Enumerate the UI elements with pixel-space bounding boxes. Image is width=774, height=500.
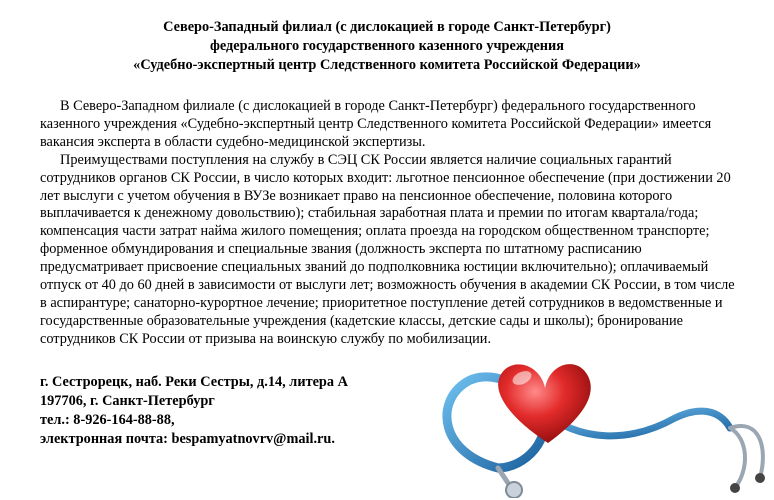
document-title (40, 18, 734, 75)
document-body (40, 98, 740, 349)
title-line-1: Северо-Западный филиал (с дислокацией в городе Санкт-Петербург) (163, 19, 611, 35)
phone-line: тел.: 8-926-164-88-88, (40, 412, 175, 428)
address-line: г. Сестрорецк, наб. Реки Сестры, д.14, литера А (40, 374, 348, 390)
intro-paragraph: В Северо-Западном филиале (с дислокацией в городе Санкт-Петербург) федерального государственного казенного учреждения «Судебно-экспертный центр Следственного комитета Российской Федерации» имеется вакансия эксперта в области судебно-медицинской экспертизы. (40, 98, 712, 150)
title-line-2: федерального государственного казенного учреждения (209, 38, 565, 54)
benefits-paragraph: Преимуществами поступления на службу в СЭЦ СК России является наличие социальных гарантий сотрудников органов СК России, в число которых входит: льготное пенсионное обеспечение (при достижении 20 лет выслуги с учетом обучения в ВУЗе возникает право на пенсионное обеспечение, половина которого выплачивается к денежному довольствию); стабильная заработная плата и премии по итогам квартала/года; компенсация части затрат найма жилого помещения; оплата проезда на городском общественном транспорте; форменное обмундирования и специальные звания (должность эксперта по штатному расписанию предусматривает присвоение специальных званий до подполковника юстиции включительно); оплачиваемый отпуск от 40 до 60 дней в зависимости от выслуги лет; возможность обучения в академии СК России, в том числе в аспирантуре; санаторно-курортное лечение; приоритетное поступление детей сотрудников в ведомственные и государственные образовательные учреждения (кадетские классы, детские сады и школы); бронирование сотрудников СК России от призыва на воинскую службу по мобилизации. (40, 151, 735, 347)
title-line-3: «Судебно-экспертный центр Следственного комитета Российской Федерации» (133, 57, 641, 73)
city-line: 197706, г. Санкт-Петербург (40, 393, 215, 409)
stethoscope-chestpiece (506, 482, 522, 498)
stethoscope-earpiece (730, 428, 745, 488)
contact-block (40, 373, 460, 449)
heart-stethoscope-icon (430, 348, 770, 498)
email-line: электронная почта: bespamyatnovrv@mail.ru. (40, 431, 335, 447)
